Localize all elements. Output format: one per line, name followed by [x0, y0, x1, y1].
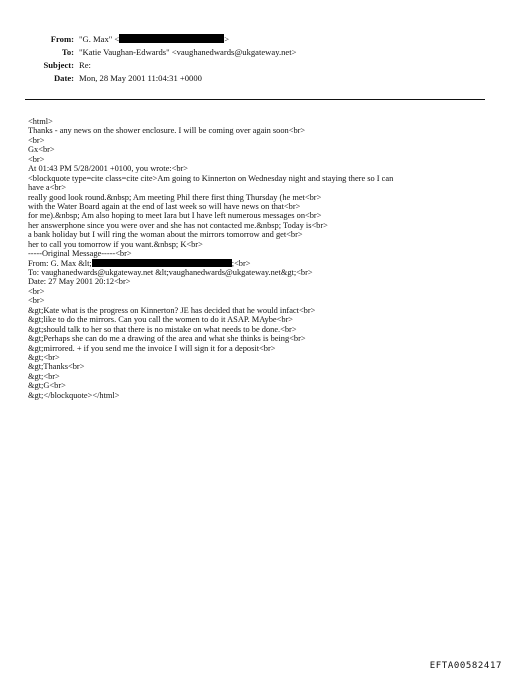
header-divider [25, 99, 485, 100]
body-line: <blockquote type=cite class=cite cite>Am going to Kinnerton on Wednesday night and staying there so I can [28, 173, 394, 183]
body-line: a bank holiday but I will ring the woman about the mirrors tomorrow and get<br> [28, 230, 303, 240]
from-value [79, 34, 229, 45]
body-line: &gt;Perhaps she can do me a drawing of the area and what she thinks is being<br> [28, 334, 306, 344]
date-label: Date: [53, 73, 74, 83]
subject-value: Re: [79, 60, 91, 70]
from-prefix: From: G. Max &lt; [28, 258, 92, 268]
body-line: really good look round.&nbsp; Am meeting Phil there first thing Thursday (he met<br> [28, 192, 322, 202]
from-name: "G. Max" < [79, 34, 120, 44]
document-stamp: EFTA00582417 [429, 661, 502, 671]
body-line: &gt;Kate what is the progress on Kinnerton? JE has decided that he would infact<br> [28, 305, 316, 315]
from-label: From: [50, 34, 74, 44]
to-label: To: [61, 47, 74, 57]
body-line: At 01:43 PM 5/28/2001 +0100, you wrote:<br> [28, 164, 189, 174]
body-line: <br> [28, 296, 45, 306]
body-line: Thanks - any news on the shower enclosure. I will be coming over again soon<br> [28, 126, 306, 136]
body-line: for me).&nbsp; Am also hoping to meet Iara but I have left numerous messages on<br> [28, 211, 322, 221]
from-suffix: > [224, 34, 230, 44]
body-line: Gx<br> [28, 145, 55, 155]
body-line: &gt;G<br> [28, 381, 66, 391]
subject-label: Subject: [43, 60, 74, 70]
body-line: with the Water Board again at the end of last week so will have news on that<br> [28, 201, 301, 211]
body-line: &gt;</blockquote></html> [28, 390, 120, 400]
body-line: her answerphone since you were over and she has not contacted me.&nbsp; Today is<br> [28, 220, 328, 230]
body-line: <br> [28, 286, 45, 296]
body-line-from [28, 259, 488, 268]
to-value: "Katie Vaughan-Edwards" <vaughanedwards@ukgateway.net> [79, 47, 297, 57]
body-line: &gt;like to do the mirrors. Can you call the women to do it ASAP. MAybe<br> [28, 315, 294, 325]
body-line: &gt;mirrored. + if you send me the invoice I will sign it for a deposit<br> [28, 343, 276, 353]
date-value: Mon, 28 May 2001 11:04:31 +0000 [79, 73, 202, 83]
from-suffix: ;<br> [231, 258, 251, 268]
body-line: &gt;<br> [28, 371, 60, 381]
body-line: Date: 27 May 2001 20:12<br> [28, 277, 131, 287]
body-line: To: vaughanedwards@ukgateway.net &lt;vaughanedwards@ukgateway.net&gt;<br> [28, 268, 313, 277]
redaction-bar [92, 259, 232, 267]
body-line: her to call you tomorrow if you want.&nbsp; K<br> [28, 239, 203, 249]
body-line: &gt;Thanks<br> [28, 362, 85, 372]
body-line: <html> [28, 117, 53, 126]
body-line: -----Original Message-----<br> [28, 249, 132, 259]
email-body [28, 117, 488, 400]
body-line: <br> [28, 135, 45, 145]
body-line: have a<br> [28, 183, 67, 193]
body-line: &gt;<br> [28, 352, 60, 362]
redaction-bar [119, 34, 224, 43]
body-line: <br> [28, 154, 45, 164]
body-line: &gt;should talk to her so that there is no mistake on what needs to be done.<br> [28, 324, 297, 334]
